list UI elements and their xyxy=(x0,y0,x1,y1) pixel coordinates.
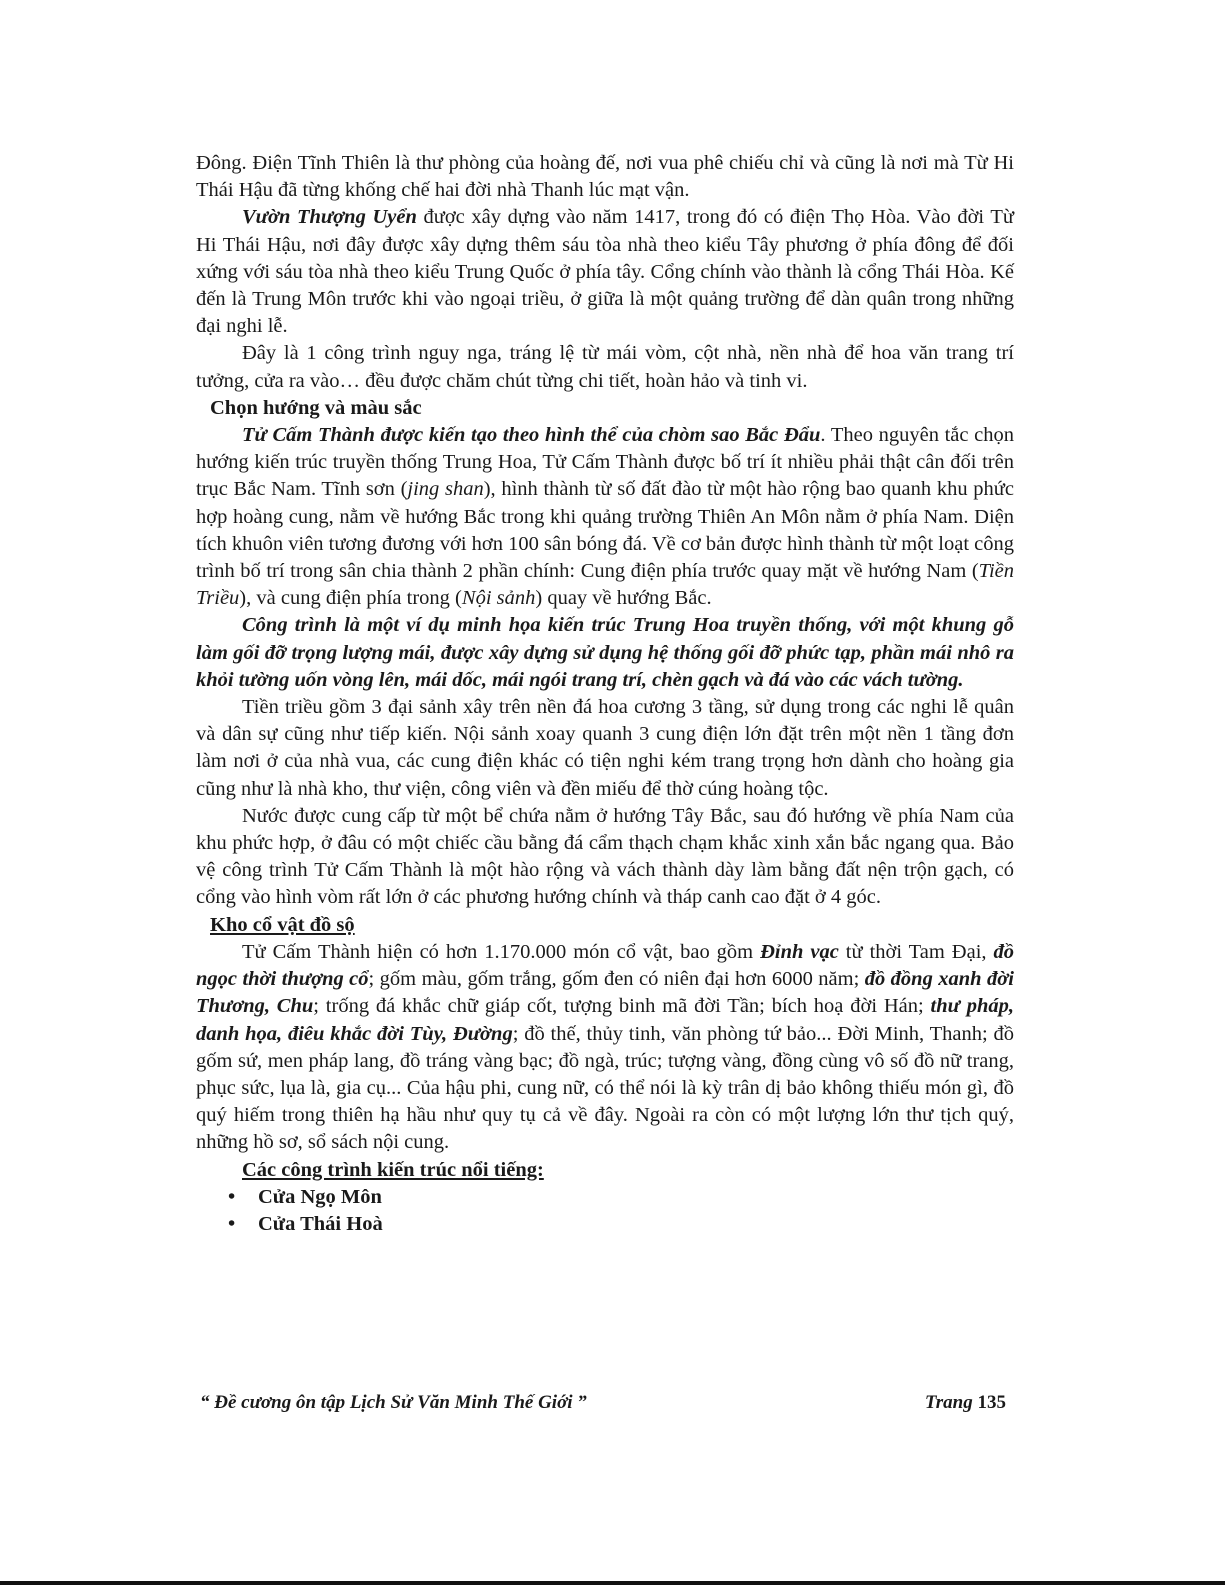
paragraph-4 xyxy=(196,422,1014,612)
italic-term: jing shan xyxy=(407,478,484,501)
footer-title: “ Đề cương ôn tập Lịch Sử Văn Minh Thế Giới ” xyxy=(200,1392,587,1413)
paragraph-text: ), hình thành từ số đất đào từ một hào rộng bao quanh khu phức hợp hoàng cung, nằm về hướng Bắc trong khi quảng trường Thiên An Môn nằm ở phía Nam. Diện tích khuôn viên tương đương với hơn 100 sân bóng đá. Về cơ bản được hình thành từ một loạt công trình bố trí trong sân chia thành 2 phần chính: Cung điện phía trước quay mặt về hướng Nam ( xyxy=(196,478,1014,583)
page-label: Trang xyxy=(924,1392,973,1413)
document-page xyxy=(196,150,1014,1238)
italic-term: Nội sảnh xyxy=(461,587,536,610)
emphasis-text: Đỉnh vạc xyxy=(760,940,839,963)
section-heading-famous-works: Các công trình kiến trúc nổi tiếng: xyxy=(242,1158,544,1181)
emphasis-text: đồ đồng xanh đời Thương, Chu xyxy=(196,968,1014,1018)
bullet-icon: • xyxy=(228,1212,236,1235)
paragraph-6 xyxy=(196,694,1014,803)
bottom-edge-rule xyxy=(0,1581,1225,1585)
paragraph-3 xyxy=(196,340,1014,394)
paragraph-5: Công trình là một ví dụ minh họa kiến trúc Trung Hoa truyền thống, với một khung gỗ làm gối đỡ trọng lượng mái, được xây dựng sử dụng hệ thống gối đỡ phức tạp, phần mái nhô ra khỏi tường uốn vòng lên, mái dốc, mái ngói trang trí, chèn gạch và đá vào các vách tường. xyxy=(196,614,1014,691)
famous-works-list xyxy=(196,1184,1014,1238)
paragraph-2 xyxy=(196,204,1014,340)
page-number: 135 xyxy=(977,1392,1006,1413)
paragraph-text: Đông. Điện Tĩnh Thiên là thư phòng của hoàng đế, nơi vua phê chiếu chỉ và cũng là nơi mà Từ Hi Thái Hậu đã từng khống chế hai đời nhà Thanh lúc mạt vận. xyxy=(196,152,1014,202)
paragraph-8 xyxy=(196,939,1014,1157)
list-item xyxy=(226,1211,1014,1238)
paragraph-text: . Theo nguyên tắc chọn hướng kiến trúc truyền thống Trung Hoa, Tử Cấm Thành được bố trí ít nhiều phải thật cân đối trên trục Bắc Nam. Tĩnh sơn ( xyxy=(196,424,1014,501)
page-footer xyxy=(200,1392,1006,1414)
italic-term: Tiền Triều xyxy=(196,560,1014,610)
term-vuon-thuong-uyen: Vườn Thượng Uyển xyxy=(242,206,417,229)
paragraph-text: ), và cung điện phía trong ( xyxy=(239,587,462,610)
paragraph-1 xyxy=(196,150,1014,204)
section-heading-artifacts: Kho cổ vật đồ sộ xyxy=(210,913,355,936)
list-item-text: Cửa Thái Hoà xyxy=(258,1212,383,1235)
bullet-icon: • xyxy=(228,1185,236,1208)
paragraph-7 xyxy=(196,803,1014,912)
paragraph-text: ) quay về hướng Bắc. xyxy=(535,587,712,610)
paragraph-text: Tử Cấm Thành hiện có hơn 1.170.000 món cổ vật, bao gồm xyxy=(242,940,761,963)
emphasis-text: thư pháp, danh họa, điêu khắc đời Tùy, Đường xyxy=(196,995,1014,1045)
list-item xyxy=(226,1184,1014,1211)
emphasis-text: đồ ngọc thời thượng cổ xyxy=(196,940,1015,991)
paragraph-text: Đây là 1 công trình nguy nga, tráng lệ từ mái vòm, cột nhà, nền nhà để hoa văn trang trí tưởng, cửa ra vào… đều được chăm chút từng chi tiết, hoàn hảo và tinh vi. xyxy=(196,342,1014,392)
page-number-label xyxy=(925,1392,1006,1414)
paragraph-text: ; gốm màu, gốm trắng, gốm đen có niên đại hơn 6000 năm; xyxy=(368,968,865,991)
list-item-text: Cửa Ngọ Môn xyxy=(258,1185,382,1208)
paragraph-text: được xây dựng vào năm 1417, trong đó có điện Thọ Hòa. Vào đời Từ Hi Thái Hậu, nơi đây được xây dựng thêm sáu tòa nhà theo kiểu Tây phương ở phía đông để đối xứng với sáu tòa nhà theo kiểu Trung Quốc ở phía tây. Cổng chính vào thành là cổng Thái Hòa. Kế đến là Trung Môn trước khi vào ngoại triều, ở giữa là một quảng trường để dàn quân trong những đại nghi lễ. xyxy=(196,206,1014,338)
paragraph-text: từ thời Tam Đại, xyxy=(838,940,994,963)
paragraph-text: ; trống đá khắc chữ giáp cốt, tượng binh mã đời Tần; bích hoạ đời Hán; xyxy=(313,995,931,1018)
paragraph-text: ; đồ thế, thủy tinh, văn phòng tứ bảo... Đời Minh, Thanh; đồ gốm sứ, men pháp lang, đồ tráng vàng bạc; đồ ngà, trúc; tượng vàng, đồng cùng vô số đồ nữ trang, phục sức, lụa là, gia cụ... Của hậu phi, cung nữ, có thể nói là kỳ trân dị bảo không thiếu món gì, đồ quý hiếm trong thiên hạ hầu như quy tụ cả về đây. Ngoài ra còn có một lượng lớn thư tịch quý, những hồ sơ, sổ sách nội cung. xyxy=(196,1022,1014,1154)
section-heading-orientation: Chọn hướng và màu sắc xyxy=(210,396,422,419)
emphasis-text: Tử Cấm Thành được kiến tạo theo hình thể của chòm sao Bắc Đẩu xyxy=(242,424,821,447)
paragraph-text: Tiền triều gồm 3 đại sảnh xây trên nền đá hoa cương 3 tầng, sử dụng trong các nghi lễ quân và dân sự cũng như tiếp kiến. Nội sảnh xoay quanh 3 cung điện lớn đặt trên một nền 1 tầng đơn làm nơi ở của nhà vua, các cung điện khác có tiện nghi kém trang trọng hơn dành cho hoàng gia cũng như là nhà kho, thư viện, công viên và đền miếu để thờ cúng hoàng tộc. xyxy=(196,696,1014,800)
paragraph-text: Nước được cung cấp từ một bể chứa nằm ở hướng Tây Bắc, sau đó hướng về phía Nam của khu phức hợp, ở đâu có một chiếc cầu bằng đá cẩm thạch chạm khắc xinh xắn bắc ngang qua. Bảo vệ công trình Tử Cấm Thành là một hào rộng và vách thành dày làm bằng đất nện trộn gạch, có cổng vào hình vòm rất lớn ở các phương hướng chính và tháp canh cao đặt ở 4 góc. xyxy=(196,804,1014,909)
